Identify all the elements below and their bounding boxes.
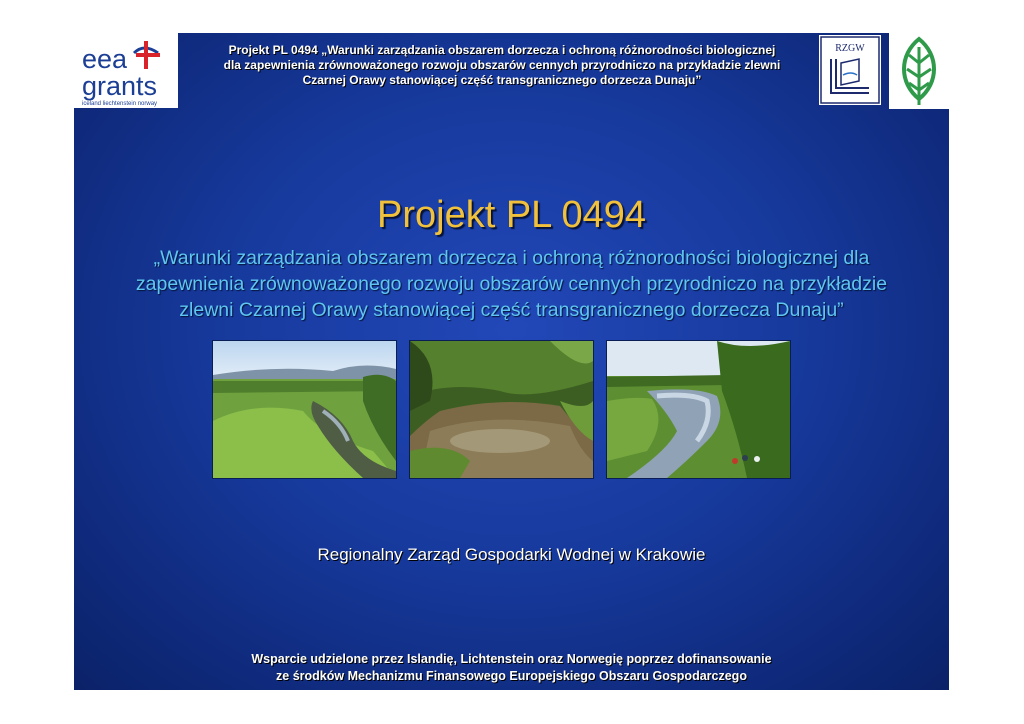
slide [74,33,949,690]
leaf-icon [889,33,949,109]
eea-logo-word2: grants [82,71,158,101]
subtitle-line: zlewni Czarnej Orawy stanowiącej część transgranicznego dorzecza Dunaju” [179,299,844,321]
rzgw-logo-text: RZGW [835,43,865,54]
header-line: dla zapewnienia zrównoważonego rozwoju obszarów cennych przyrodniczo na przykładzie zlewni [223,58,781,72]
footer-line: Wsparcie udzielone przez Islandię, Lichtenstein oraz Norwegię poprzez dofinansowanie [251,652,772,666]
subtitle-line: „Warunki zarządzania obszarem dorzecza i ochroną różnorodności biologicznej dla [153,247,870,269]
footer-text [74,651,949,685]
subtitle-line: zapewnienia zrównoważonego rozwoju obszarów cennych przyrodniczo na przykładzie [135,273,888,295]
river-forest-photo [409,340,594,479]
organization-name: Regionalny Zarząd Gospodarki Wodnej w Krakowie [317,545,706,564]
footer-line: ze środków Mechanizmu Finansowego Europejskiego Obszaru Gospodarczego [276,669,747,683]
rzgw-logo [819,35,881,105]
eea-cross-icon [134,41,160,69]
leaf-logo [889,33,949,109]
eea-logo-word1: eea [82,44,128,74]
slide-title: Projekt PL 0494 [377,194,646,236]
river-meadow-photo [212,340,397,479]
slide-subtitle [78,245,945,323]
header-line: Projekt PL 0494 „Warunki zarządzania obszarem dorzecza i ochroną różnorodności biologicznej [228,43,776,57]
header-text [192,43,812,88]
header-line: Czarnej Orawy stanowiącej część transgranicznego dorzecza Dunaju” [302,73,702,87]
eea-logo-tagline: iceland liechtenstein norway [82,101,158,107]
eea-grants-logo [74,33,178,108]
river-bend-photo [606,340,791,479]
